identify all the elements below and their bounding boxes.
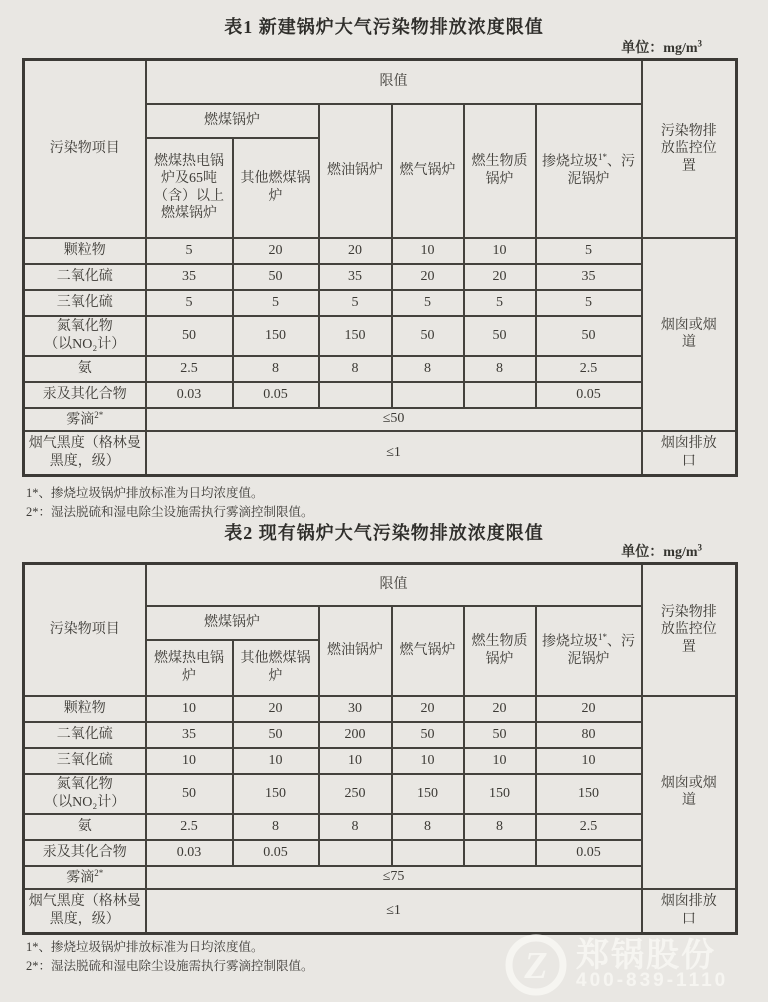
- value-cell: 10: [536, 748, 642, 774]
- value-cell: 20: [536, 696, 642, 722]
- table2-emission-limits: [22, 562, 738, 935]
- table-row: [24, 889, 737, 934]
- row-label-smoke-blackness: 烟气黑度（格林曼黑度，级）: [24, 889, 146, 934]
- value-cell: 5: [233, 290, 319, 316]
- table-row: [24, 774, 737, 814]
- value-cell: 50: [464, 316, 536, 356]
- value-cell: 0.05: [233, 382, 319, 408]
- table-row: [24, 316, 737, 356]
- value-cell: 10: [146, 748, 233, 774]
- value-cell: 150: [464, 774, 536, 814]
- value-cell: 8: [392, 814, 464, 840]
- value-cell: 50: [392, 316, 464, 356]
- smoke-limit-cell: ≤1: [146, 431, 642, 476]
- value-cell: 2.5: [536, 814, 642, 840]
- value-cell: 2.5: [536, 356, 642, 382]
- value-cell: 8: [233, 356, 319, 382]
- sludge-label: 、污泥锅炉: [567, 634, 636, 668]
- value-cell: 5: [146, 238, 233, 264]
- header-pollutant-item: 污染物项目: [24, 564, 146, 696]
- table2-footnotes: [26, 938, 586, 977]
- value-cell: 10: [233, 748, 319, 774]
- row-label-so2: 二氧化硫: [24, 722, 146, 748]
- value-cell: 35: [536, 264, 642, 290]
- value-cell: [392, 840, 464, 866]
- header-limit: 限值: [146, 60, 642, 104]
- table-row: [24, 431, 737, 476]
- value-cell: 10: [392, 748, 464, 774]
- monitor-flue-cell: [642, 238, 737, 431]
- value-cell: 0.05: [233, 840, 319, 866]
- value-cell: 2.5: [146, 356, 233, 382]
- table-row: [24, 696, 737, 722]
- value-cell: 5: [536, 238, 642, 264]
- table-row: [24, 238, 737, 264]
- table1-emission-limits: [22, 58, 738, 477]
- row-label-ammonia: 氨: [24, 356, 146, 382]
- value-cell: 10: [464, 238, 536, 264]
- row-label-so3: 三氧化硫: [24, 748, 146, 774]
- monitor-outlet-cell: [642, 889, 737, 934]
- table-row: [24, 840, 737, 866]
- table1-title: 表1 新建锅炉大气污染物排放浓度限值: [224, 17, 544, 37]
- row-label-mercury: 汞及其化合物: [24, 382, 146, 408]
- sludge-label: 、污泥锅炉: [567, 154, 636, 188]
- value-cell: 8: [319, 814, 392, 840]
- header-monitor-location-text: 污染物排放监控位置: [660, 604, 717, 655]
- value-cell: [319, 840, 392, 866]
- value-cell: 2.5: [146, 814, 233, 840]
- value-cell: 50: [146, 316, 233, 356]
- waste-footnote-mark: 1*: [598, 632, 608, 643]
- header-gas-boiler: 燃气锅炉: [392, 104, 464, 238]
- value-cell: 5: [464, 290, 536, 316]
- footnote-1: 1*、掺烧垃圾锅炉排放标准为日均浓度值。: [26, 486, 264, 500]
- table-row: [24, 408, 737, 431]
- value-cell: 5: [146, 290, 233, 316]
- header-biomass-boiler: 燃生物质锅炉: [464, 606, 536, 696]
- monitor-flue-text: 烟囱或烟道: [660, 317, 717, 351]
- waste-footnote-mark: 1*: [598, 152, 608, 163]
- value-cell: 8: [392, 356, 464, 382]
- value-cell: 20: [464, 696, 536, 722]
- row-label-particulate: 颗粒物: [24, 238, 146, 264]
- unit-value: mg/m: [663, 41, 698, 56]
- value-cell: 150: [233, 774, 319, 814]
- header-coal-other-boiler: 其他燃煤锅炉: [233, 640, 319, 696]
- value-cell: 20: [319, 238, 392, 264]
- value-cell: 80: [536, 722, 642, 748]
- header-oil-boiler: 燃油锅炉: [319, 104, 392, 238]
- value-cell: 20: [233, 696, 319, 722]
- header-coal-boiler: 燃煤锅炉: [146, 606, 319, 640]
- value-cell: [464, 382, 536, 408]
- unit-label: 单位：: [621, 545, 664, 560]
- header-coal-chp-boiler: 燃煤热电锅炉及65吨（含）以上燃煤锅炉: [146, 138, 233, 238]
- table-row: [24, 382, 737, 408]
- value-cell: 10: [146, 696, 233, 722]
- table1-footnotes: [26, 484, 586, 523]
- value-cell: 35: [146, 722, 233, 748]
- watermark-company-name: 郑锅股份: [576, 936, 716, 974]
- value-cell: 10: [392, 238, 464, 264]
- unit-label: 单位：: [621, 41, 664, 56]
- row-label-particulate: 颗粒物: [24, 696, 146, 722]
- value-cell: [392, 382, 464, 408]
- table2-title: 表2 现有锅炉大气污染物排放浓度限值: [224, 523, 544, 543]
- value-cell: 20: [233, 238, 319, 264]
- zg-logo-icon: [504, 933, 568, 997]
- value-cell: 50: [233, 722, 319, 748]
- header-monitor-location: [642, 60, 737, 238]
- mist-limit-cell: ≤50: [146, 408, 642, 431]
- value-cell: [319, 382, 392, 408]
- nox-label-line2: （以NO₂计）: [44, 336, 126, 352]
- row-label-smoke-blackness: 烟气黑度（格林曼黑度，级）: [24, 431, 146, 476]
- value-cell: 20: [464, 264, 536, 290]
- table-row: [24, 722, 737, 748]
- mist-label: 雾滴: [66, 870, 95, 886]
- value-cell: 8: [464, 356, 536, 382]
- value-cell: 20: [392, 696, 464, 722]
- table-row: [24, 866, 737, 889]
- unit-value: mg/m: [663, 545, 698, 560]
- nox-label-line1: 氮氧化物: [56, 319, 113, 334]
- value-cell: 150: [392, 774, 464, 814]
- value-cell: 35: [319, 264, 392, 290]
- value-cell: 8: [464, 814, 536, 840]
- value-cell: 50: [392, 722, 464, 748]
- value-cell: 5: [392, 290, 464, 316]
- monitor-flue-text: 烟囱或烟道: [660, 775, 717, 809]
- value-cell: 50: [464, 722, 536, 748]
- row-label-so2: 二氧化硫: [24, 264, 146, 290]
- value-cell: 50: [233, 264, 319, 290]
- header-monitor-location-text: 污染物排放监控位置: [660, 123, 717, 174]
- value-cell: 50: [536, 316, 642, 356]
- value-cell: 50: [146, 774, 233, 814]
- value-cell: 35: [146, 264, 233, 290]
- value-cell: 250: [319, 774, 392, 814]
- row-label-mist: [24, 866, 146, 889]
- table-row: [24, 814, 737, 840]
- value-cell: 0.05: [536, 840, 642, 866]
- zg-watermark: [504, 930, 766, 1000]
- value-cell: 0.03: [146, 382, 233, 408]
- value-cell: 8: [319, 356, 392, 382]
- table2-unit: [22, 541, 702, 561]
- waste-label: 掺烧垃圾: [542, 154, 599, 170]
- monitor-outlet-text: 烟囱排放口: [660, 436, 717, 469]
- unit-exponent: 3: [697, 38, 702, 49]
- value-cell: 30: [319, 696, 392, 722]
- header-waste-sludge-boiler: [536, 606, 642, 696]
- value-cell: 8: [233, 814, 319, 840]
- nox-label-line2: （以NO₂计）: [44, 794, 126, 810]
- header-coal-boiler: 燃煤锅炉: [146, 104, 319, 138]
- header-gas-boiler: 燃气锅炉: [392, 606, 464, 696]
- value-cell: 5: [536, 290, 642, 316]
- row-label-so3: 三氧化硫: [24, 290, 146, 316]
- table1-unit: [22, 37, 702, 57]
- value-cell: 0.03: [146, 840, 233, 866]
- row-label-ammonia: 氨: [24, 814, 146, 840]
- value-cell: 0.05: [536, 382, 642, 408]
- footnote-1: 1*、掺烧垃圾锅炉排放标准为日均浓度值。: [26, 940, 264, 954]
- value-cell: 150: [233, 316, 319, 356]
- monitor-outlet-text: 烟囱排放口: [660, 894, 717, 927]
- mist-limit-cell: ≤75: [146, 866, 642, 889]
- header-waste-sludge-boiler: [536, 104, 642, 238]
- value-cell: 20: [392, 264, 464, 290]
- row-label-nox: [24, 316, 146, 356]
- waste-label: 掺烧垃圾: [542, 634, 599, 650]
- nox-label-line1: 氮氧化物: [56, 777, 113, 792]
- value-cell: 200: [319, 722, 392, 748]
- value-cell: 150: [536, 774, 642, 814]
- unit-exponent: 3: [697, 542, 702, 553]
- header-pollutant-item: 污染物项目: [24, 60, 146, 238]
- header-monitor-location: [642, 564, 737, 696]
- table-row: [24, 748, 737, 774]
- row-label-nox: [24, 774, 146, 814]
- header-coal-other-boiler: 其他燃煤锅炉: [233, 138, 319, 238]
- mist-footnote-mark: 2*: [94, 867, 104, 878]
- row-label-mercury: 汞及其化合物: [24, 840, 146, 866]
- value-cell: 150: [319, 316, 392, 356]
- monitor-flue-cell: [642, 696, 737, 889]
- header-coal-chp-boiler: 燃煤热电锅炉: [146, 640, 233, 696]
- header-oil-boiler: 燃油锅炉: [319, 606, 392, 696]
- smoke-limit-cell: ≤1: [146, 889, 642, 934]
- watermark-phone-number: 400-839-1110: [576, 970, 729, 992]
- value-cell: 5: [319, 290, 392, 316]
- value-cell: 10: [319, 748, 392, 774]
- footnote-2: 2*：湿法脱硫和湿电除尘设施需执行雾滴控制限值。: [26, 505, 314, 520]
- value-cell: [464, 840, 536, 866]
- footnote-2: 2*：湿法脱硫和湿电除尘设施需执行雾滴控制限值。: [26, 959, 314, 974]
- table-row: [24, 290, 737, 316]
- table-row: [24, 264, 737, 290]
- mist-label: 雾滴: [66, 412, 95, 428]
- header-biomass-boiler: 燃生物质锅炉: [464, 104, 536, 238]
- svg-text:Z: Z: [524, 945, 548, 987]
- table-row: [24, 356, 737, 382]
- monitor-outlet-cell: [642, 431, 737, 476]
- header-limit: 限值: [146, 564, 642, 606]
- row-label-mist: [24, 408, 146, 431]
- mist-footnote-mark: 2*: [94, 409, 104, 420]
- value-cell: 10: [464, 748, 536, 774]
